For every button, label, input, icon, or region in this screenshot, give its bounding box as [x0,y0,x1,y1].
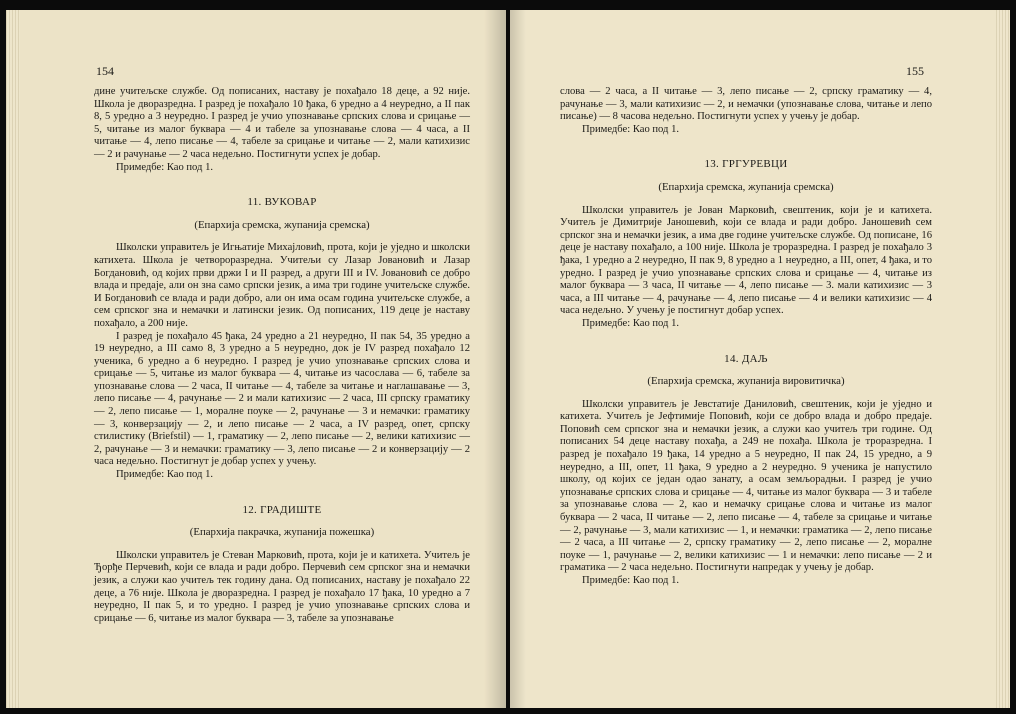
paragraph: Школски управитељ је Јевстатије Даниловић, свештеник, који је уједно и катихета. Учитељ је Јефтимије Поповић, који се добро влада и добро предаје. Поповић сем српског зна и немачки језик, а служи као учитељ три године. Од пописаних 54 деце наставу похађа, а 249 не похађа. Школа је троразредна. I разред је похађало 19 ђака, 14 уредно а 5 неуредно, II пак 24, 15 уредно, а 9 неуредно, а III, опет, 11 ђака, 9 уредно а 2 неуредно. 9 ученика је напустило школу, од којих се један одао занату, а осам земљорадњи. I разред је учио упознавање српских слова и срицање — 4, читање из малог буквара — 3 и табеле за упознавање слова — 2, као и немачку срицање слова и читање из малог буквара — 2 часа, II читање — 2, лепо писање — 4, табеле за срицање и читање — 2, рачунање — 3, мали катихизис — 1, и немачки: граматика — 2, лепо писање — 2 часа, а III читање — 2, српску граматику — 2, лепо писање — 2, моралне поуке — 1, рачунање — 2, велики катихизис — 1 и немачки: лепо писање — 2 и граматика — 2 часа недељно. Постигнути напредак у учењу је добар. [560,398,932,574]
paragraph: I разред је похађало 45 ђака, 24 уредно а 21 неуредно, II пак 54, 35 уредно а 19 неуредно, а III само 8, 3 уредно а 5 неуредно, док је IV разред похађало 12 ученика, 6 уредно а 6 неуредно. I разред је учио упознавање српских слова и срицање — 5, читање из малог буквара — 4, читање из часослава — 6, табеле за упознавање слова — 2 часа, II читање — 4, табеле за читање и наглашавање — 3, лепо писање — 4, рачунање — 2 и мали катихизис — 2 часа, III српску граматику — 2, лепо писање — 1, моралне поуке — 2, рачунање — 3 и немачки: граматику — 3, конверзацију — 2, и лепо писање — 2 часа, а IV разред, опет, српску стилистику (Briefstil) — 1, граматику — 2, лепо писање — 2, велики катихизис — 2, рачунање — 3 и немачки: граматику — 3, лепо писање — 2 и конверзацију — 2 часа недељно. Постигнут је добар успех у учењу. [94,330,470,468]
page-number: 155 [906,64,924,78]
right-page [510,10,1010,708]
section-heading: 13. ГРГУРЕВЦИ [704,158,788,171]
page-edge [996,10,1010,708]
section-heading: 12. ГРАДИШТЕ [242,503,322,516]
paragraph: Школски управитељ је Игњатије Михајловић, прота, који је уједно и школски катихета. Школа је четвороразредна. Учитељи су Лазар Јовановић и Лазар Богдановић, од којих први држи I и II разред, а други III и IV. Јовановић се добро влада и предаје, али он зна само српски језик, а има три године учитељске службе. И Богдановић се влада и ради добро, али он има осам година учитељске службе, а сем српског зна и немачки и латински језик. Од пописаних, 119 деце је наставу похађало, а 200 није. [94,242,470,329]
section-subheading: (Епархија сремска, жупанија сремска) [194,218,370,231]
note: Примедбе: Као под 1. [116,161,214,173]
note: Примедбе: Као под 1. [582,575,680,586]
paragraph: слова — 2 часа, а II читање — 3, лепо писање — 2, српску граматику — 4, рачунање — 3, мали катихизис — 2, и немачки (упознавање слова, читање и лепо писање) — 8 часова недељно. Постигнути успех у учењу је добар. [560,86,932,123]
page-number: 154 [96,64,114,78]
paragraph: Школски управитељ је Јован Марковић, свештеник, који је и катихета. Учитељ је Димитрије Јаношевић, који се влада и ради добро. Јаношевић сем српског зна и немачки језик, а има две године учитељске службе. Од пописане, 16 деце је наставу похађало, а 100 није. Школа је троразредна. I разред је похађало 3 ђака, 1 уредно а 2 неуредно, II пак 9, 8 уредно а 1 неуредно, а III, опет, 4 ђака, и то уредно. I разред је учио упознавање српских слова и срицање — 4, читање из малог буквара — 3 часа, II читање — 4, лепо писање — 3. мали катихизис — 3 часа, а III читање — 4, рачунање — 4, лепо писање — 4 и велики катихизис — 4 часа недељно. У учењу је постигнут добар успех. [560,204,932,317]
page-body [94,86,470,625]
section-heading: 11. ВУКОВАР [247,196,317,209]
section-subheading: (Епархија сремска, жупанија вировитичка) [647,375,845,388]
section-heading: 14. ДАЉ [724,352,768,365]
gutter-shadow [484,10,506,708]
left-page [6,10,506,708]
note: Примедбе: Као под 1. [582,317,680,329]
page-edge [6,10,20,708]
page-body [560,86,932,588]
section-subheading: (Епархија пакрачка, жупанија пожешка) [189,526,375,539]
gutter-shadow [510,10,526,708]
paragraph: дине учитељске службе. Од пописаних, наставу је похађало 18 деце, а 92 није. Школа је дворазредна. I разред је похађало 10 ђака, 6 уредно а 4 неуредно, а II пак 8, 5 уредно а 3 неуредно. I разред је учио упознавање српских слова и срицање — 5, читање из малог буквара — 4 и табеле за упознавање слова — 4 часа, а II читање — 4, лепо писање — 4, табеле за срицање и читање — 2, мали катихизис — 2 и рачунање — 2 часа недељно. Постигнути успех је добар. [94,86,470,160]
paragraph: Школски управитељ је Стеван Марковић, прота, који је и катихета. Учитељ је Ђорђе Перчевић, који се влада и ради добро. Перчевић сем српског зна и немачки језик, а служи као учитељ тек годину дана. Од пописаних, наставу је похађало 22 деце, а 76 није. Школа је дворазредна. I разред је похађало 17 ђака, 10 уредно а 7 неуредно, II пак 5, и то уредно. I разред је учио упознавање српских слова и срицање — 6, читање из малог буквара — 3, табеле за упознавање [94,549,470,624]
note: Примедбе: Као под 1. [582,123,680,135]
note: Примедбе: Као под 1. [116,469,214,481]
section-subheading: (Епархија сремска, жупанија сремска) [658,180,834,193]
